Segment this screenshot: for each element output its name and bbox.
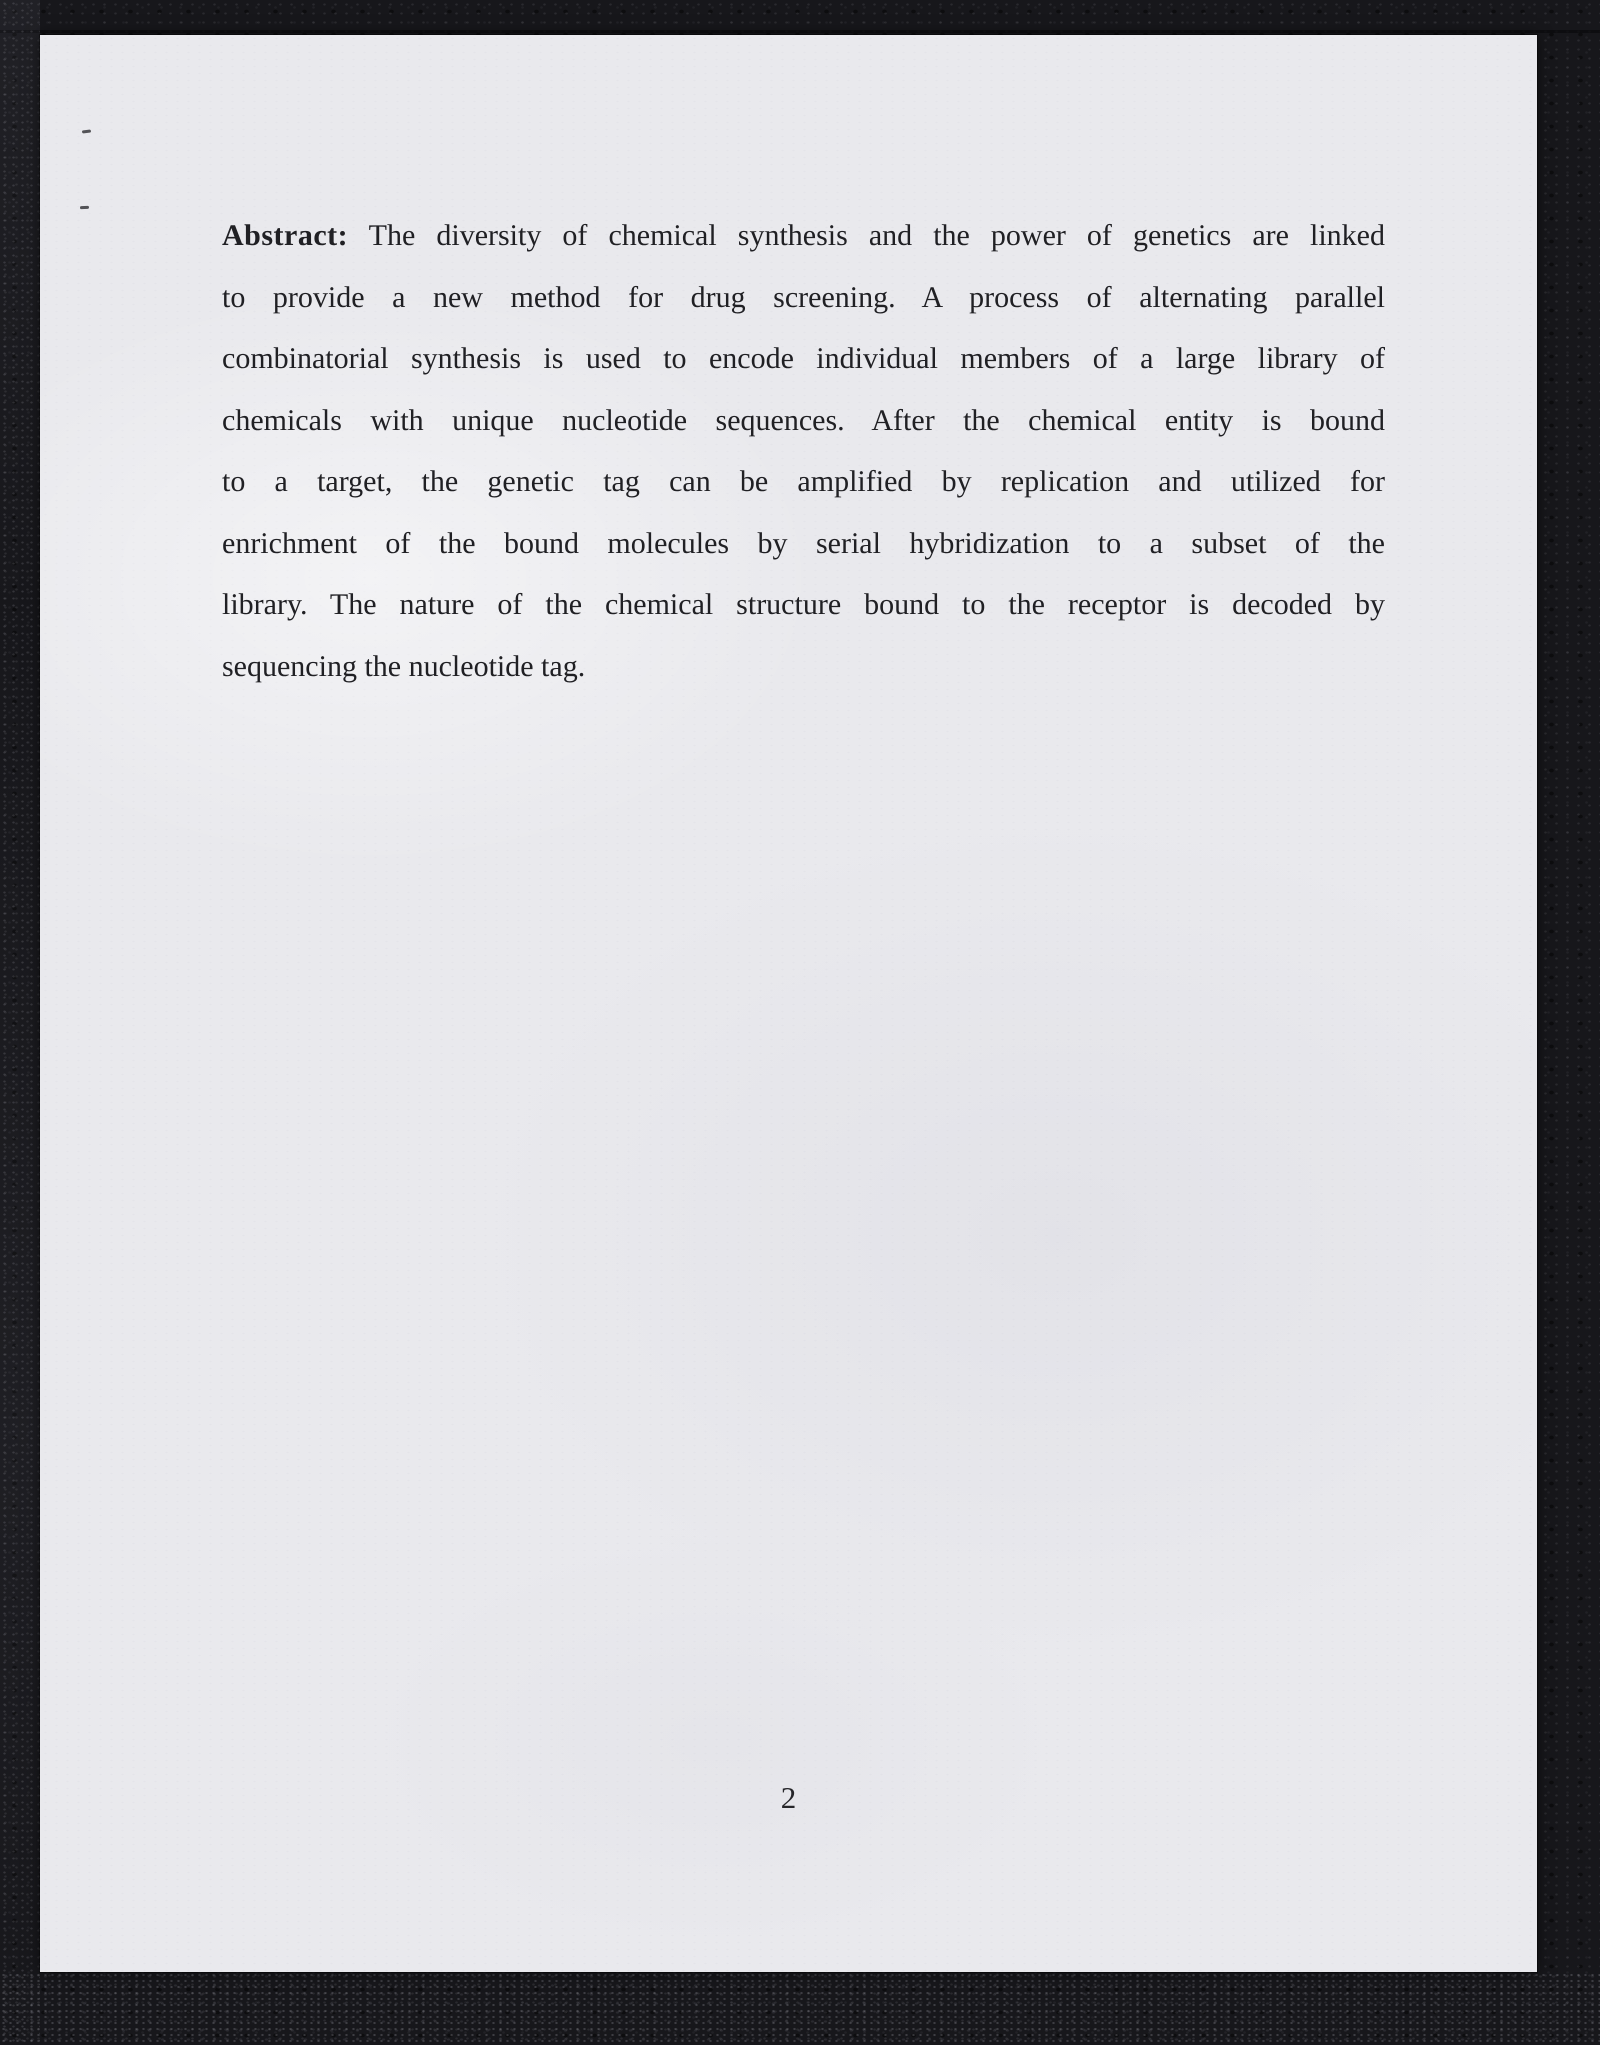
abstract-line: sequencing the nucleotide tag. <box>222 649 586 683</box>
document-page <box>40 35 1537 1972</box>
scanner-backing-bottom-edge <box>0 1972 1600 2045</box>
abstract-line: enrichment of the bound molecules by serial hybridization to a subset of the <box>222 526 1385 560</box>
scanner-backing-left-edge <box>0 0 40 2045</box>
abstract-line: library. The nature of the chemical structure bound to the receptor is decoded by <box>222 588 1385 621</box>
page-number: 2 <box>780 1780 797 1815</box>
abstract-line <box>222 205 1385 267</box>
abstract-line: to provide a new method for drug screening. A process of alternating parallel <box>222 280 1385 314</box>
abstract-paragraph <box>222 205 1385 697</box>
abstract-line-text: The diversity of chemical synthesis and the power of genetics are linked <box>368 219 1385 252</box>
abstract-line: to a target, the genetic tag can be amplified by replication and utilized for <box>222 465 1385 498</box>
scanner-backing-seam <box>0 30 1600 33</box>
pencil-mark-icon <box>80 206 89 209</box>
pencil-mark-icon <box>82 129 91 133</box>
abstract-line: combinatorial synthesis is used to encode individual members of a large library of <box>222 342 1385 375</box>
abstract-label: Abstract: <box>222 219 349 252</box>
abstract-line: chemicals with unique nucleotide sequences. After the chemical entity is bound <box>222 403 1385 437</box>
